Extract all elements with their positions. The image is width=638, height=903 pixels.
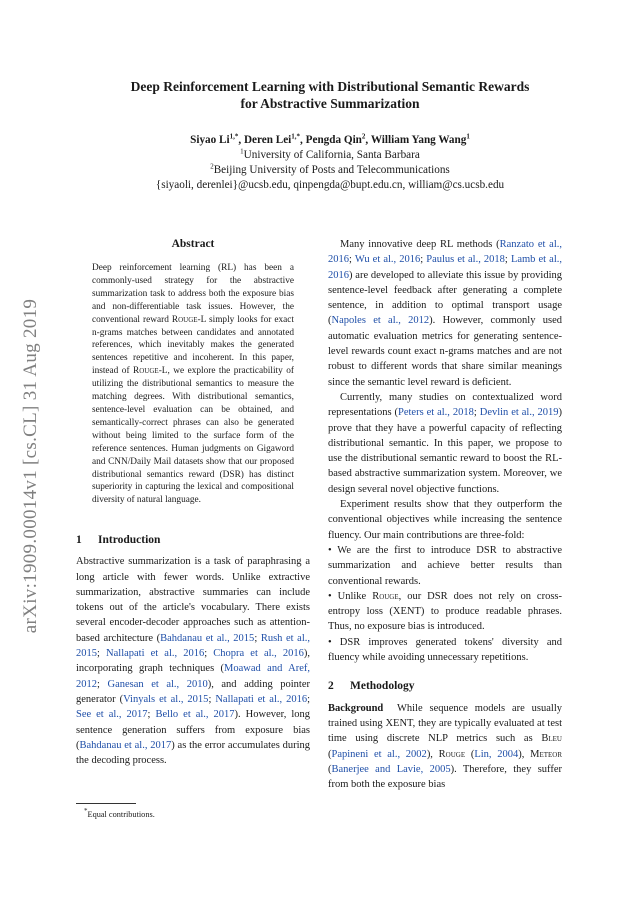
citation-link[interactable]: Lin, 2004 xyxy=(474,748,519,760)
author-name: Pengda Qin xyxy=(305,134,362,146)
citation-link[interactable]: Ganesan et al., 2010 xyxy=(107,678,208,690)
paper-title xyxy=(60,78,600,112)
author-name: William Yang Wang xyxy=(370,134,467,146)
contribution-bullet: • DSR improves generated tokens' diversity and fluency while avoiding unnecessary repetitions. xyxy=(328,636,562,664)
citation-link[interactable]: Nallapati et al., 2016 xyxy=(106,648,205,660)
author-affil-mark: 1,* xyxy=(291,132,301,141)
citation-link[interactable]: Nallapati et al., 2016 xyxy=(215,693,308,705)
footnote-rule xyxy=(76,803,136,804)
title-line-1: Deep Reinforcement Learning with Distributional Semantic Rewards xyxy=(130,79,530,94)
citation-link[interactable]: Devlin et al., 2019 xyxy=(479,407,559,419)
abstract-heading: Abstract xyxy=(171,238,215,250)
citation-link[interactable]: Wu et al., 2016 xyxy=(354,254,421,266)
author-name: Deren Lei xyxy=(243,134,292,146)
author-emails: {siyaoli, derenlei}@ucsb.edu, qinpengda@bupt.edu.cn, william@cs.ucsb.edu xyxy=(155,179,505,191)
citation-link[interactable]: Lamb et al., 2016 xyxy=(328,254,563,281)
body-paragraph: Currently, many studies on contextualized word representations (Peters et al., 2018; Devlin et al., 2019) prove that they have a powerful capacity of reflecting distributional semantic. In this paper, we propose to use the distributional semantic reward to boost the RL-based abstractive summarization system. Moreover, we design several novel objective functions. xyxy=(328,391,563,495)
citation-link[interactable]: Bello et al., 2017 xyxy=(155,709,235,721)
citation-link[interactable]: Paulus et al., 2018 xyxy=(426,254,505,266)
citation-link[interactable]: Bahdanau et al., 2015 xyxy=(160,632,255,644)
citation-link[interactable]: Chopra et al., 2016 xyxy=(213,648,304,660)
introduction-section xyxy=(76,533,310,768)
section-heading: 1 Introduction xyxy=(76,534,161,546)
citation-link[interactable]: Papineni et al., 2002 xyxy=(331,748,427,760)
body-paragraph: Experiment results show that they outperform the conventional objectives while increasing the sentence fluency. Our main contributions are three-fold: xyxy=(328,499,562,541)
citation-link[interactable]: Peters et al., 2018 xyxy=(398,407,474,419)
section-heading: 2 Methodology xyxy=(328,680,415,693)
author-affil-mark: 1 xyxy=(466,132,470,141)
affiliation-1: $^1$University of California, Santa Barbara xyxy=(240,147,420,161)
author-names: Siyao $Li^{1,*}$, Deren Lei$^{1,*}$, Pengda Qin$^2$, William Yang Wang$^1$ xyxy=(190,132,470,146)
author-name: Siyao Li xyxy=(190,134,230,146)
body-paragraph: Many innovative deep RL methods (Ranzato et al., 2016; Wu et al., 2016; Paulus et al., 2018; Lamb et al., 2016) are developed to alleviate this issue by providing sentence-level feedback after generating a complete sentence, in addition to optimal transport usage (Napoles et al., 2012). However, commonly used automatic evaluation metrics for generating sentence-level rewards count exact n-grams matches and are not robust to different words that share similar meanings since the semantic level reward is deficient. xyxy=(328,239,563,388)
title-line-2: for Abstractive Summarization xyxy=(240,96,420,111)
author-block xyxy=(60,133,600,193)
contribution-bullet: • Unlike Rouge, our DSR does not rely on cross-entropy loss (XENT) to produce readable phrases. Thus, no exposure bias is introduced. xyxy=(328,590,562,633)
affiliation-2: $^2$Beijing University of Posts and Telecommunications xyxy=(210,162,450,176)
citation-link[interactable]: Banerjee and Lavie, 2005 xyxy=(331,763,451,775)
citation-link[interactable]: Vinyals et al., 2015 xyxy=(123,693,209,705)
arxiv-identifier: arXiv:1909.00014v1 [cs.CL] 31 Aug 2019 xyxy=(20,298,41,634)
footnote: *Equal contributions. xyxy=(84,807,155,819)
author-affil-mark: 2 xyxy=(361,132,366,141)
intro-paragraph: Abstractive summarization is a task of paraphrasing a long article with fewer words. Unlike extractive summarization, abstractive summaries can include tokens out of the article's vocabulary. There exists several encoder-decoder approaches such as attention-based architecture (Bahdanau et al., 2015; Rush et al., 2015; Nallapati et al., 2016; Chopra et al., 2016), incorporating graph techniques (Moawad and Aref, 2012; Ganesan et al., 2010), and adding pointer generator (Vinyals et al., 2015; Nallapati et al., 2016; See et al., 2017; Bello et al., 2017). However, long sentence generation suffers from exposure bias (Bahdanau et al., 2017) as the error accumulates during the decoding process. xyxy=(76,556,311,767)
author-affil-mark: 1,* xyxy=(229,132,239,141)
citation-link[interactable]: Napoles et al., 2012 xyxy=(331,315,430,327)
background-paragraph: Background While sequence models are usually trained using XENT, they are typically evaluated at test time using discrete NLP metrics such as Bleu (Papineni et al., 2002), Rouge (Lin, 2004), Meteor (Banerjee and Lavie, 2005). Therefore, they suffer from both the exposure bias xyxy=(328,702,562,791)
citation-link[interactable]: Moawad and Aref, 2012 xyxy=(76,663,311,690)
citation-link[interactable]: Ranzato et al., 2016 xyxy=(328,239,563,266)
citation-link[interactable]: See et al., 2017 xyxy=(76,709,148,721)
citation-link[interactable]: Rush et al., 2015 xyxy=(76,632,311,660)
contribution-bullet: • We are the first to introduce DSR to abstractive summarization and achieve better results than conventional rewards. xyxy=(328,544,562,587)
abstract-body: Deep reinforcement learning (RL) has been a commonly-used strategy for the abstractive summarization task to address both the exposure bias and non-differentiable task issues. However, the conventional reward Rouge-L simply looks for exact n-grams matches between candidates and annotated references, which inevitably makes the generated sentences repetitive and incoherent. In this paper, instead of Rouge-L, we explore the practicability of utilizing the distributional semantics to measure the matching degrees. With distributional semantics, sentence-level evaluation can be obtained, and semantically-correct phrases can also be generated without being limited to the surface form of the reference sentences. Human judgments on Gigaword and CNN/Daily Mail datasets show that our proposed distributional semantics reward (DSR) has distinct superiority in capturing the lexical and compositional diversity of natural language. xyxy=(92,263,294,506)
right-column xyxy=(328,237,562,792)
citation-link[interactable]: Bahdanau et al., 2017 xyxy=(79,739,172,751)
